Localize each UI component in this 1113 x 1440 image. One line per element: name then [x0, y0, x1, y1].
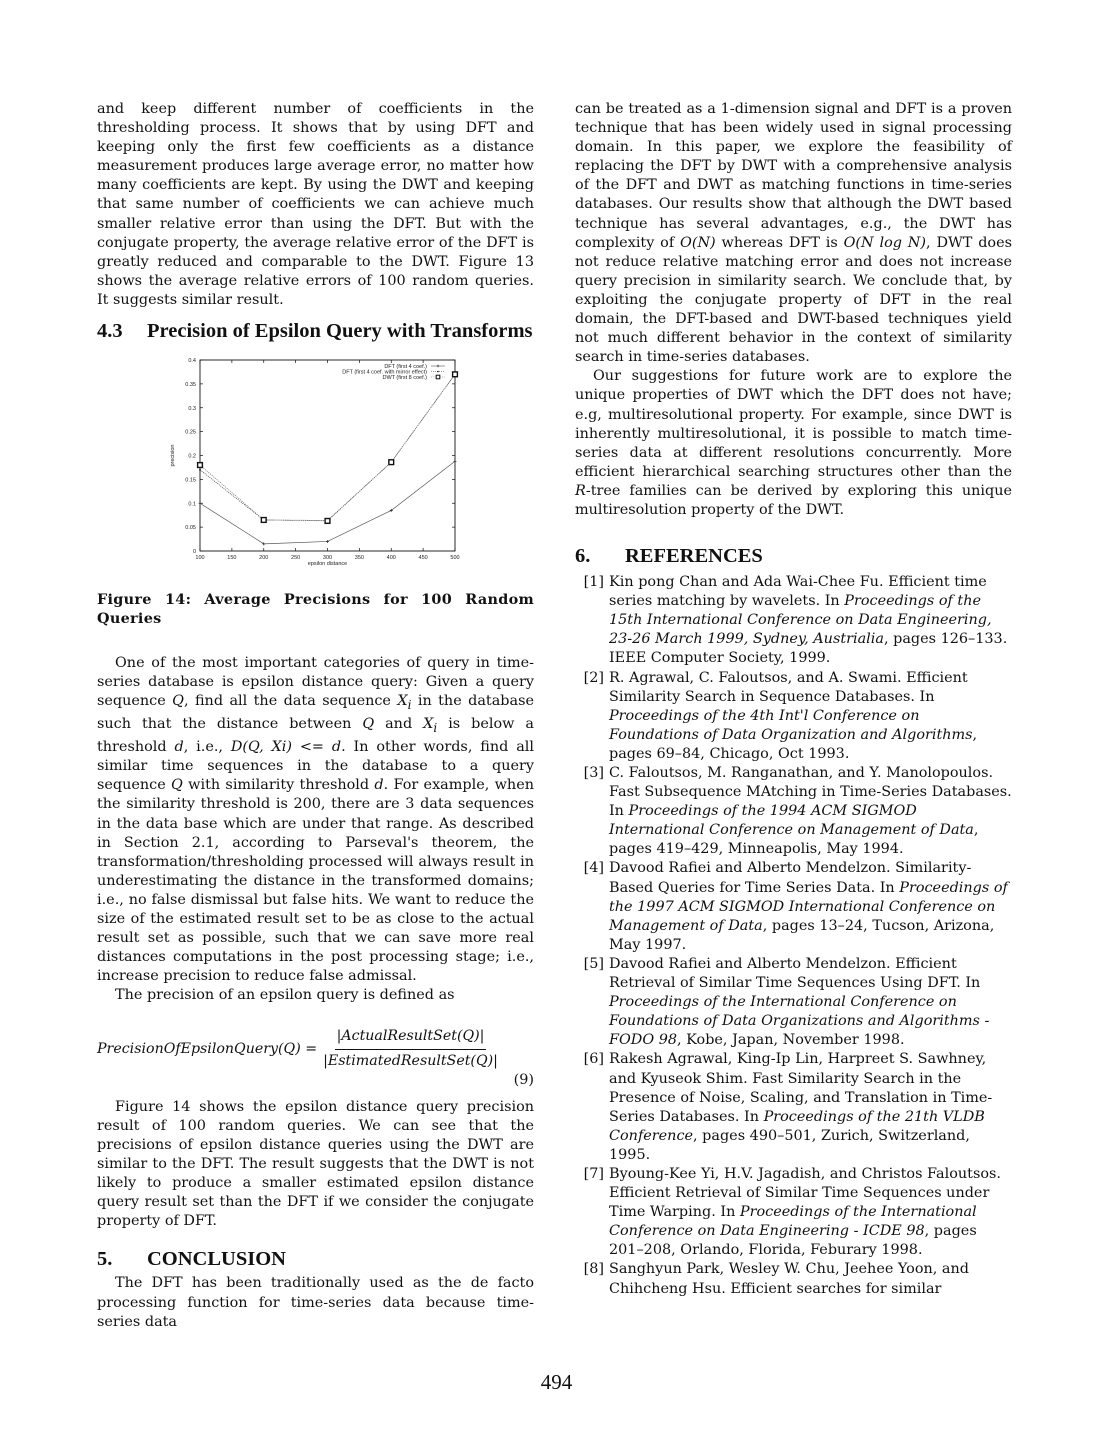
reference-item: [575, 955, 1012, 1050]
section-number: 6.: [575, 545, 591, 568]
paragraph-conclusion-continued: can be treated as a 1-dimension signal and DFT is a proven technique that has been widely used in signal processing domain. In this paper, we explore the feasibility of replacing the DFT by DWT with a comprehensive analysis of the DFT and DWT as matching functions in time-series databases. Our results show that although the DWT based technique has several advantages, e.g., the DWT has complexity of O(N) whereas DFT is O(N log N), DWT does not reduce relative matching error and does not increase query precision in similarity search. We conclude that, by exploiting the conjugate property of DFT in the real domain, the DFT-based and DWT-based techniques yield not much different behavior in the context of similarity search in time-series databases.: [575, 101, 1012, 366]
paragraph-future-work: Our suggestions for future work are to explore the unique properties of DWT which the DFT does not have; e.g, multiresolutional property. For example, since DWT is inherently multiresolutional, it is possible to match time-series data at different resolutions concurrently. More efficient hierarchical searching structures other than the R-tree families can be derived by exploring this unique multiresolution property of the DWT.: [575, 368, 1012, 518]
equation-number: (9): [513, 1071, 534, 1088]
reference-text: Davood Rafiei and Alberto Mendelzon. Efficient Retrieval of Similar Time Sequences Using DFT. In Proceedings of the International Conference on Foundations of Data Organizations and Algorithms - FODO 98, Kobe, Japan, November 1998.: [609, 955, 990, 1049]
data-point: [199, 469, 201, 471]
x-tick-label: 450: [418, 555, 428, 562]
series-1: [199, 373, 456, 521]
reference-number: [5]: [583, 955, 604, 972]
equation-fraction: [323, 1027, 498, 1070]
reference-number: [4]: [583, 860, 604, 877]
y-tick-label: 0.1: [188, 501, 196, 508]
section-title: CONCLUSION: [147, 1248, 286, 1271]
reference-text: Kin pong Chan and Ada Wai-Chee Fu. Efficient time series matching by wavelets. In Proceedings of the 15th International Conference on Data Engineering, 23-26 March 1999, Sydney, Austrialia, pages 126–133. IEEE Computer Society, 1999.: [609, 574, 1008, 667]
x-tick-label: 200: [259, 555, 269, 562]
paragraph-figure-14-discussion: Figure 14 shows the epsilon distance query precision result of 100 random queries. We can see that the precisions of epsilon distance queries using the DWT are similar to the DFT. The result suggests that the DWT is not likely to produce a smaller estimated epsilon distance query result set than the DFT if we consider the conjugate property of DFT.: [97, 1098, 534, 1230]
legend-label: DFT (first 4 coef.): [384, 363, 427, 370]
reference-text: Rakesh Agrawal, King-Ip Lin, Harpreet S. Sawhney, and Kyuseok Shim. Fast Similarity Search in the Presence of Noise, Scaling, and Translation in Time-Series Databases. In Proceedings of the 21th VLDB Conference, pages 490–501, Zurich, Switzerland, 1995.: [609, 1051, 993, 1163]
x-tick-label: 300: [322, 555, 333, 562]
section-number: 4.3: [97, 320, 123, 343]
right-column: [575, 100, 1012, 1299]
figure-caption: Figure 14: Average Precisions for 100 Random Queries: [97, 591, 534, 628]
data-point: [326, 540, 329, 543]
reference-item: [575, 1165, 1012, 1260]
y-tick-label: 0.05: [185, 525, 196, 532]
legend-marker: [437, 365, 439, 367]
reference-number: [7]: [583, 1165, 604, 1182]
reference-number: [8]: [583, 1261, 604, 1278]
x-tick-label: 500: [450, 555, 460, 562]
reference-text: R. Agrawal, C. Faloutsos, and A. Swami. Efficient Similarity Search in Sequence Databases. In Proceedings of the 4th Int'l Conference on Foundations of Data Organization and Algorithms, pages 69–84, Chicago, Oct 1993.: [609, 669, 978, 762]
reference-item: [575, 764, 1012, 859]
paragraph-intro: and keep different number of coefficients in the thresholding process. It shows that by using DFT and keeping only the first few coefficients as a distance measurement produces large average error, no matter how many coefficients are kept. By using the DWT and keeping that same number of coefficients we can achieve much smaller relative error than using the DFT. But with the conjugate property, the average relative error of the DFT is greatly reduced and comparable to the DWT. Figure 13 shows the average relative errors of 100 random queries. It suggests similar result.: [97, 101, 534, 308]
paragraph-conclusion: The DFT has been traditionally used as the de facto processing function for time-series data because time-series data: [97, 1275, 534, 1330]
legend-label: DFT (first 4 coef. with mirror effect): [342, 369, 427, 376]
x-tick-label: 350: [354, 555, 364, 562]
paragraph-precision-definition: The precision of an epsilon query is defined as: [115, 987, 455, 1004]
reference-number: [2]: [583, 669, 604, 686]
series-2: [198, 372, 458, 523]
y-tick-label: 0.4: [188, 358, 196, 365]
equation-denominator: |EstimatedResultSet(Q)|: [323, 1052, 498, 1069]
y-tick-label: 0: [192, 549, 196, 556]
section-title: REFERENCES: [625, 545, 763, 568]
section-heading-5: [97, 1249, 534, 1270]
data-point: [325, 519, 330, 524]
y-tick-label: 0.35: [185, 381, 196, 388]
reference-item: [575, 573, 1012, 668]
reference-text: Sanghyun Park, Wesley W. Chu, Jeehee Yoon, and Chihcheng Hsu. Efficient searches for similar: [609, 1261, 969, 1297]
section-heading-4-3: [97, 321, 534, 342]
equation-9: [97, 1027, 534, 1070]
reference-item: [575, 859, 1012, 954]
reference-item: [575, 669, 1012, 764]
equation-lhs: PrecisionOfEpsilonQuery(Q) =: [97, 1040, 318, 1057]
series-0: [199, 460, 457, 546]
x-axis-label: epsilon distance: [307, 561, 348, 568]
figure-14: [97, 350, 534, 578]
reference-text: Byoung-Kee Yi, H.V. Jagadish, and Christos Faloutsos. Efficient Retrieval of Similar Time Sequences under Time Warping. In Proceedings of the International Conference on Data Engineering - ICDE 98, pages 201–208, Orlando, Florida, Feburary 1998.: [609, 1165, 1001, 1259]
data-point: [261, 518, 266, 523]
x-tick-label: 250: [291, 555, 301, 562]
reference-text: C. Faloutsos, M. Ranganathan, and Y. Manolopoulos. Fast Subsequence MAtching in Time-Series Databases. In Proceedings of the 1994 ACM SIGMOD International Conference on Management of Data, pages 419–429, Minneapolis, May 1994.: [609, 765, 1012, 858]
section-number: 5.: [97, 1248, 113, 1271]
section-heading-6: [575, 546, 1012, 567]
series-line: [200, 461, 455, 544]
y-axis-label: precision: [170, 444, 176, 467]
legend-marker: [436, 375, 440, 379]
data-point: [389, 460, 394, 465]
y-tick-label: 0.15: [185, 477, 196, 484]
series-line: [200, 374, 455, 520]
y-tick-label: 0.25: [185, 429, 196, 436]
precision-chart: [162, 350, 462, 578]
reference-text: Davood Rafiei and Alberto Mendelzon. Similarity-Based Queries for Time Series Data. In Proceedings of the 1997 ACM SIGMOD International Conference on Management of Data, pages 13–24, Tucson, Arizona, May 1997.: [609, 860, 1008, 953]
x-tick-label: 100: [195, 555, 205, 562]
left-column: [97, 100, 534, 1332]
reference-number: [3]: [583, 765, 604, 781]
reference-number: [6]: [583, 1051, 604, 1068]
reference-item: [575, 1260, 1012, 1298]
page-number: 494: [540, 1370, 573, 1394]
reference-list: [575, 573, 1012, 1299]
series-line: [200, 374, 455, 521]
equation-numerator: |ActualResultSet(Q)|: [335, 1027, 487, 1049]
y-tick-label: 0.3: [188, 405, 196, 412]
y-tick-label: 0.2: [188, 453, 196, 460]
reference-item: [575, 1050, 1012, 1165]
data-point: [198, 463, 203, 468]
legend-marker: [437, 371, 439, 373]
data-point: [453, 372, 458, 377]
legend-label: DWT (first 8 coef.): [382, 374, 427, 381]
reference-number: [1]: [583, 574, 604, 591]
paragraph-epsilon-query: One of the most important categories of query in time-series database is epsilon distance query: Given a query sequence Q, find all the data sequence $X_i$ in the database such that the distance between Q and $X_i$ is below a threshold d, i.e., D(Q, Xi) <= d. In other words, find all similar time sequences in the database to a query sequence Q with similarity threshold d. For example, when the similarity threshold is 200, there are 3 data sequences in the data base which are under that range. As described in Section 2.1, according to Parseval's theorem, the transformation/thresholding processed will always result in underestimating the distance in the transformed domains; i.e., no false dismissal but false hits. We want to reduce the size of the estimated result set to be as close to the actual result set as possible, such that we can save more real distances computations in the post processing stage; i.e., increase precision to reduce false admissal.: [97, 655, 535, 985]
x-tick-label: 400: [386, 555, 396, 562]
section-title: Precision of Epsilon Query with Transforms: [147, 320, 533, 343]
x-tick-label: 150: [227, 555, 237, 562]
